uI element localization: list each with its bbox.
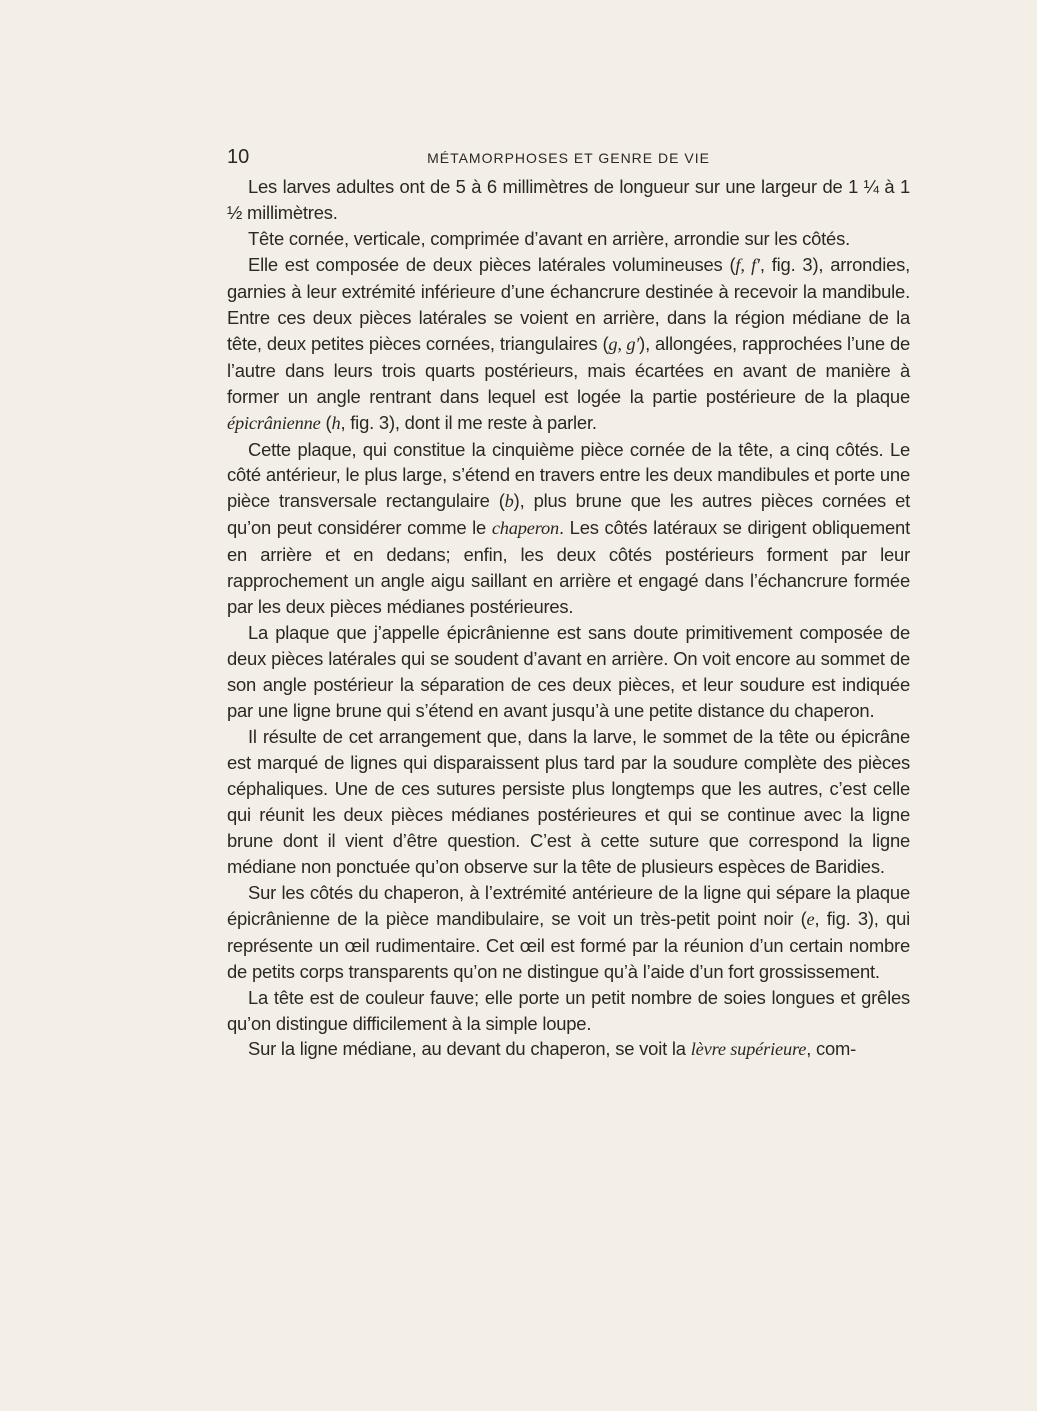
page-header <box>227 145 910 169</box>
paragraph <box>227 174 910 226</box>
italic-text: h <box>331 412 341 433</box>
italic-text: e <box>806 908 815 929</box>
text-segment: Elle est composée de deux pièces latérales volumineuses ( <box>248 253 736 275</box>
text-segment: , fig. 3), arrondies, garnies à leur extrémité inférieure d’une échancrure destinée à recevoir la mandibule. Entre ces deux pièces latérales se voient en arrière, dans la région médiane de la tête, deux petites pièces cornées, triangulaires ( <box>227 253 911 354</box>
text-segment: Tête cornée, verticale, comprimée d’avant en arrière, arrondie sur les côtés. <box>248 227 850 249</box>
paragraph <box>227 880 910 985</box>
text-segment: Les larves adultes ont de 5 à 6 millimètres de longueur sur une largeur de 1 ¼ à 1 ½ millimètres. <box>227 176 910 223</box>
italic-text: g, g′ <box>608 333 640 354</box>
text-segment: Cette plaque, qui constitue la cinquième pièce cornée de la tête, a cinq côtés. Le côté antérieur, le plus large, s’étend en travers entre les deux mandibules et porte une pièce transversale rectangulaire ( <box>227 438 910 512</box>
italic-text: f, f′ <box>735 254 760 275</box>
paragraph <box>227 252 910 437</box>
running-title: MÉTAMORPHOSES ET GENRE DE VIE <box>427 150 710 166</box>
italic-text: lèvre supérieure <box>690 1039 807 1060</box>
paragraph <box>227 1036 910 1063</box>
text-segment: ), plus brune que les autres pièces cornées et qu’on peut considérer comme le <box>227 490 911 539</box>
italic-text: chaperon <box>491 518 559 539</box>
text-segment: . Les côtés latéraux se dirigent obliquement en arrière et en dedans; enfin, les deux côtés postérieurs forment par leur rapprochement un angle aigu saillant en arrière et engagé dans l’échancrure formée par les deux pièces médianes postérieures. <box>227 517 910 618</box>
italic-text: b <box>504 491 514 512</box>
body-text <box>227 174 910 1063</box>
paragraph <box>227 226 910 252</box>
text-segment: La plaque que j’appelle épicrânienne est sans doute primitivement composée de deux pièces latérales qui se soudent d’avant en arrière. On voit encore au sommet de son angle postérieur la séparation de ces deux pièces, et leur soudure est indiquée par une ligne brune qui s’étend en avant jusqu’à une petite distance du chaperon. <box>227 622 910 722</box>
text-segment: Sur la ligne médiane, au devant du chaperon, se voit la <box>248 1038 691 1060</box>
paragraph <box>227 437 910 621</box>
italic-text: épicrânienne <box>227 412 321 433</box>
text-segment: Il résulte de cet arrangement que, dans la larve, le sommet de la tête ou épicrâne est marqué de lignes qui disparaissent plus tard par la soudure complète des pièces céphaliques. Une de ces sutures persiste plus longtemps que les autres, c’est celle qui réunit les deux pièces médianes postérieures et qui se continue avec la ligne brune dont il vient d’être question. C’est à cette suture que correspond la ligne médiane non ponctuée qu’on observe sur la tête de plusieurs espèces de Baridies. <box>227 726 910 877</box>
paragraph <box>227 620 910 724</box>
text-segment: ( <box>320 411 332 433</box>
text-segment: , fig. 3), qui représente un œil rudimentaire. Cet œil est formé par la réunion d’un certain nombre de petits corps transparents qu’on ne distingue qu’à l’aide d’un fort grossissement. <box>227 907 910 982</box>
text-segment: , fig. 3), dont il me reste à parler. <box>340 411 597 433</box>
text-segment: ), allongées, rapprochées l’une de l’autre dans leurs trois quarts postérieurs, mais écartées en avant de manière à former un angle rentrant dans lequel est logée la partie postérieure de la plaque <box>227 332 911 407</box>
paragraph <box>227 724 910 880</box>
text-segment: Sur les côtés du chaperon, à l’extrémité antérieure de la ligne qui sépare la plaque épicrânienne de la pièce mandibulaire, se voit un très-petit point noir ( <box>227 881 910 929</box>
paragraph <box>227 985 910 1037</box>
text-segment: , com- <box>806 1038 857 1060</box>
text-segment: La tête est de couleur fauve; elle porte un petit nombre de soies longues et grêles qu’on distingue difficilement à la simple loupe. <box>227 986 910 1034</box>
page-number: 10 <box>227 146 250 168</box>
